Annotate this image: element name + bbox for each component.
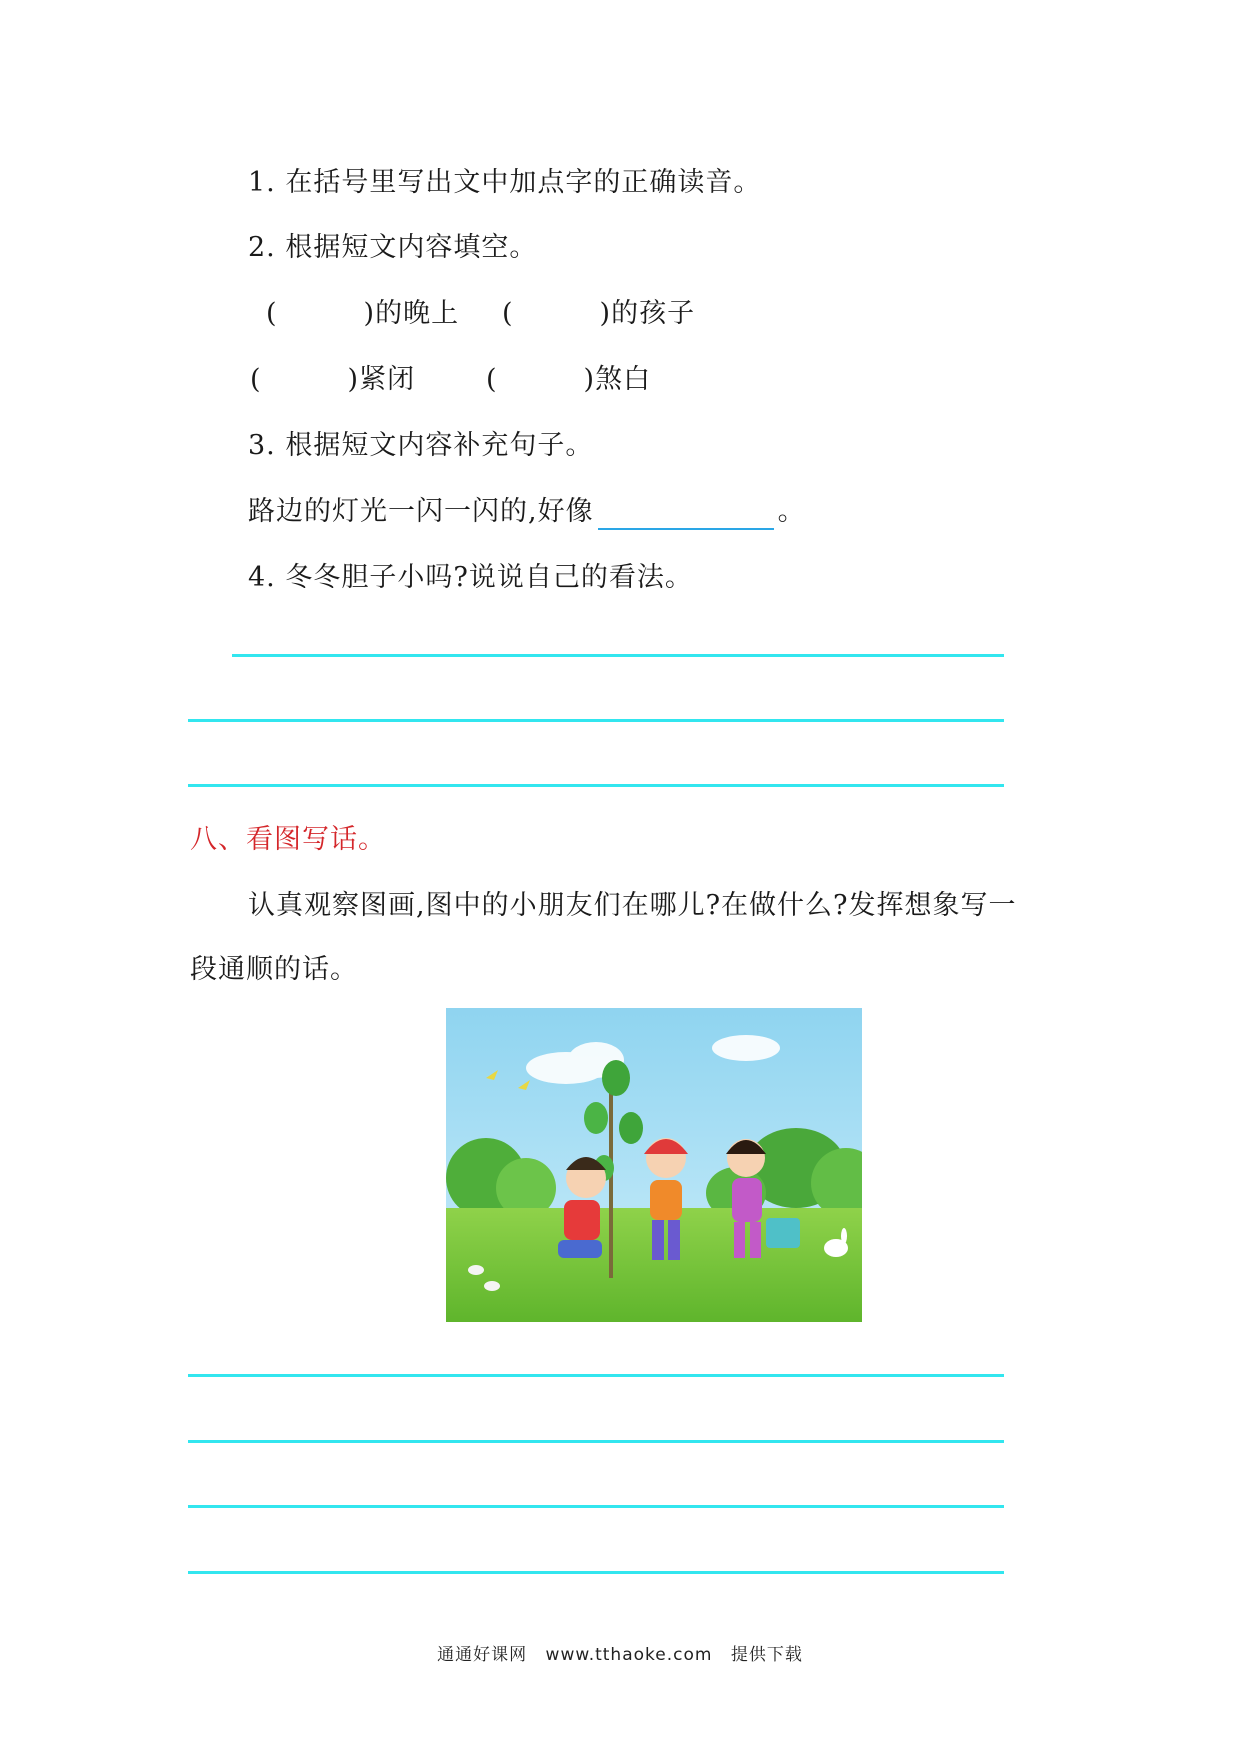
open-paren: ( [502, 298, 514, 329]
bucket-icon [766, 1218, 800, 1248]
writing-line-4[interactable] [188, 1571, 1004, 1574]
close-paren: ) [583, 364, 596, 395]
sentence-before: 路边的灯光一闪一闪的,好像 [248, 496, 594, 527]
section-8-title: 八、看图写话。 [190, 824, 386, 855]
fill-item-2-label: 的孩子 [611, 298, 696, 329]
section-8-prompt-line-1: 认真观察图画,图中的小朋友们在哪儿?在做什么?发挥想象写一 [248, 890, 1017, 921]
question-1: 1. 在括号里写出文中加点字的正确读音。 [248, 167, 762, 198]
writing-line-3[interactable] [188, 1505, 1004, 1508]
sentence-completion [248, 494, 806, 530]
fill-item-4 [486, 362, 651, 398]
fill-item-1 [266, 296, 459, 332]
open-paren: ( [250, 364, 262, 395]
section-8-prompt-line-2: 段通顺的话。 [190, 954, 358, 985]
sentence-after: 。 [777, 496, 806, 527]
fill-blank-1[interactable] [266, 296, 375, 332]
question-4: 4. 冬冬胆子小吗?说说自己的看法。 [248, 562, 693, 593]
answer-line-3[interactable] [188, 784, 1004, 787]
writing-line-2[interactable] [188, 1440, 1004, 1443]
fill-blank-3[interactable] [250, 362, 359, 398]
fill-item-4-label: 煞白 [595, 364, 652, 395]
footer-url[interactable]: www.tthaoke.com [545, 1645, 713, 1665]
fill-item-1-label: 的晚上 [375, 298, 460, 329]
question-2: 2. 根据短文内容填空。 [248, 232, 538, 263]
answer-line-1[interactable] [232, 654, 1004, 657]
footer [0, 1640, 1240, 1665]
fill-item-2 [502, 296, 695, 332]
question-3: 3. 根据短文内容补充句子。 [248, 430, 594, 461]
open-paren: ( [266, 298, 278, 329]
sentence-blank[interactable] [598, 500, 774, 530]
fill-blank-4[interactable] [486, 362, 595, 398]
answer-line-2[interactable] [188, 719, 1004, 722]
tree-planting-illustration [446, 1008, 862, 1322]
writing-line-1[interactable] [188, 1374, 1004, 1377]
close-paren: ) [363, 298, 376, 329]
footer-suffix: 提供下载 [730, 1645, 803, 1665]
close-paren: ) [599, 298, 612, 329]
close-paren: ) [347, 364, 360, 395]
fill-blank-2[interactable] [502, 296, 611, 332]
fill-item-3 [250, 362, 415, 398]
open-paren: ( [486, 364, 498, 395]
footer-site-name: 通通好课网 [437, 1645, 528, 1665]
fill-item-3-label: 紧闭 [359, 364, 416, 395]
